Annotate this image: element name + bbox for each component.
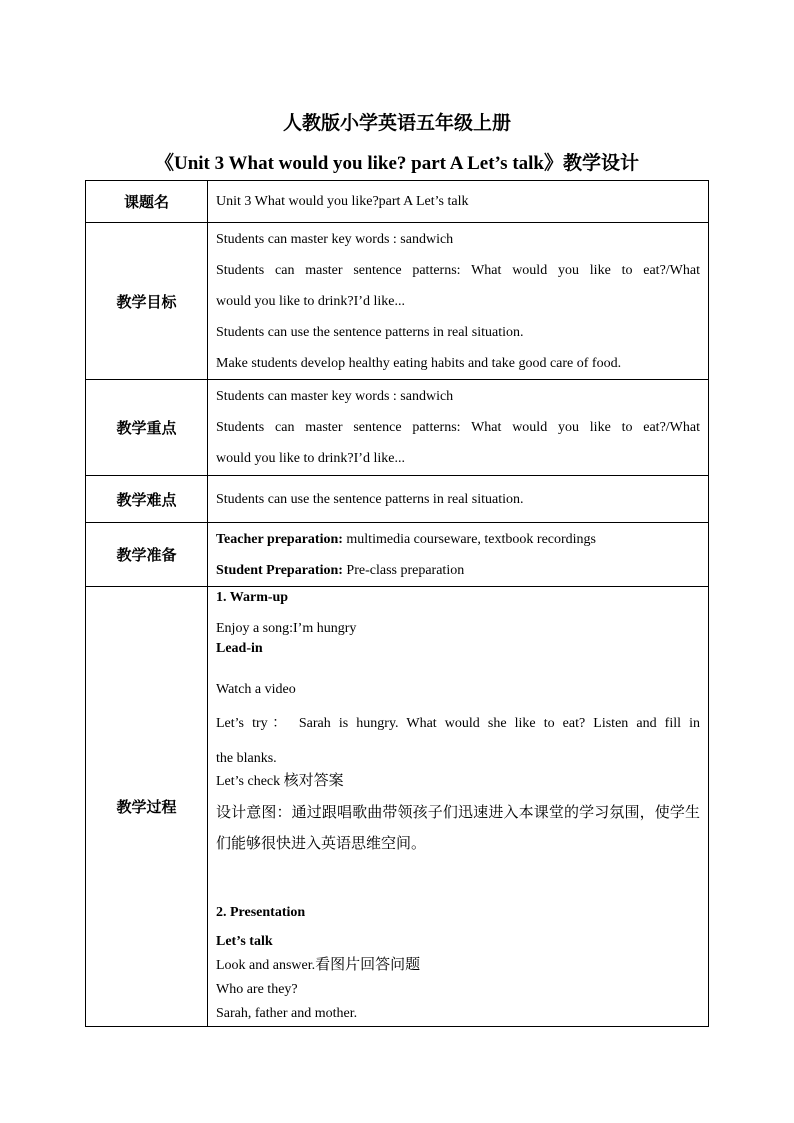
leadin-heading: Lead-in	[216, 641, 263, 656]
subtitle-chinese: 教学设计	[563, 152, 640, 174]
lets-check-cn: 核对答案	[283, 771, 344, 789]
document-subtitle	[0, 148, 794, 175]
label-topic: 课题名	[86, 181, 208, 223]
difficulty-line: Students can use the sentence patterns in real situation.	[216, 491, 524, 507]
topic-text: Unit 3 What would you like?part A Let’s talk	[216, 194, 469, 209]
objective-line: Students can use the sentence patterns in real situation.	[216, 324, 524, 340]
student-preparation-text: Pre-class preparation	[342, 562, 465, 578]
subtitle-english: 《Unit 3 What would you like? part A Let’s talk》	[154, 153, 563, 174]
who-question: Who are they?	[216, 982, 298, 997]
warmup-heading: 1. Warm-up	[216, 590, 289, 605]
student-preparation	[216, 555, 700, 586]
row-difficulties	[86, 476, 709, 523]
label-key-points: 教学重点	[86, 380, 208, 476]
key-point-line: Students can master sentence patterns: What would you like to eat?/What	[216, 420, 700, 435]
video-line: Watch a video	[216, 682, 296, 697]
row-preparation	[86, 523, 709, 587]
song-line: Enjoy a song:I’m hungry	[216, 621, 357, 636]
objective-line: Students can master sentence patterns: What would you like to eat?/What	[216, 262, 700, 278]
cell-topic	[208, 181, 709, 223]
document-title: 人教版小学英语五年级上册	[282, 112, 511, 134]
cell-process	[208, 587, 709, 1027]
cell-preparation	[208, 523, 709, 587]
label-objectives: 教学目标	[86, 223, 208, 380]
row-key-points	[86, 380, 709, 476]
row-objectives	[86, 223, 709, 380]
lets-check-line	[216, 769, 700, 793]
lets-check-en: Let’s check	[216, 774, 284, 789]
student-preparation-label: Student Preparation:	[216, 562, 343, 578]
row-topic	[86, 181, 709, 223]
label-preparation: 教学准备	[86, 523, 208, 587]
objective-line: would you like to drink?I’d like...	[216, 293, 405, 309]
lets-talk-heading: Let’s talk	[216, 934, 273, 949]
objective-line: Students can master key words : sandwich	[216, 231, 454, 247]
key-point-line: Students can master key words : sandwich	[216, 389, 454, 404]
lets-try-line: Let’s try： Sarah is hungry. What would she like to eat? Listen and fill in	[216, 716, 700, 731]
objective-line: Make students develop healthy eating habits and take good care of food.	[216, 355, 622, 371]
row-process	[86, 587, 709, 1027]
teacher-preparation-text: multimedia courseware, textbook recordings	[342, 531, 596, 547]
label-process: 教学过程	[86, 587, 208, 1027]
key-point-line: would you like to drink?I’d like...	[216, 451, 405, 466]
lesson-plan-table	[85, 180, 709, 1027]
label-difficulties: 教学难点	[86, 476, 208, 523]
presentation-heading: 2. Presentation	[216, 905, 306, 920]
cell-objectives	[208, 223, 709, 380]
design-intent: 设计意图：通过跟唱歌曲带领孩子们迅速进入本课堂的学习氛围，使学生们能够很快进入英语思维空间。	[216, 803, 700, 852]
cell-difficulties	[208, 476, 709, 523]
cell-key-points	[208, 380, 709, 476]
look-answer-cn: 看图片回答问题	[315, 955, 421, 973]
teacher-preparation-label: Teacher preparation:	[216, 531, 343, 547]
who-answer: Sarah, father and mother.	[216, 1006, 358, 1021]
look-answer-en: Look and answer.	[216, 958, 316, 973]
look-answer-line	[216, 952, 700, 978]
teacher-preparation	[216, 524, 700, 555]
lets-try-line: the blanks.	[216, 751, 277, 766]
